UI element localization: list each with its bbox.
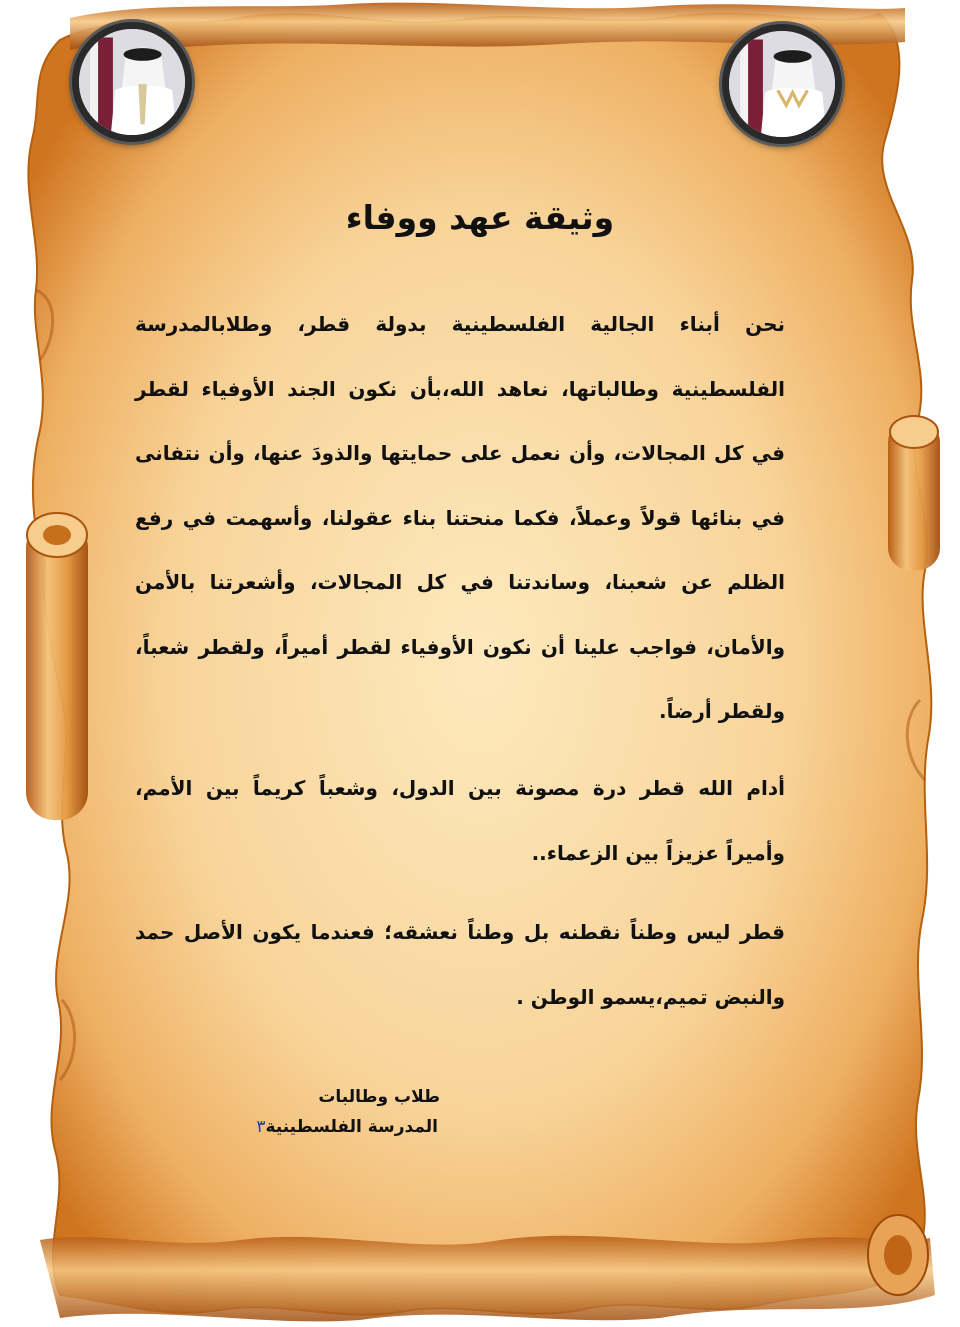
- left-scroll-roll: [26, 520, 88, 820]
- document-title: وثيقة عهد ووفاء: [345, 198, 615, 237]
- pledge-paragraph: نحن أبناء الجالية الفلسطينية بدولة قطر، وطلابالمدرسة الفلسطينية وطالباتها، نعاهد الله،بأن نكون الجند الأوفياء لقطر في كل المجالات، وأن نعمل على حمايتها والذودَ عنها، وأن نتفانى في بنائها قولاً وعملاً، فكما منحتنا بناء عقولنا، وأسهمت في رفع الظلم عن شعبنا، وساندتنا في كل المجالات، وأشعرتنا بالأمن والأمان، فواجب علينا أن نكون الأوفياء لقطر أميراً، ولقطر شعباً، ولقطر أرضاً.: [135, 312, 785, 723]
- signature-school-name: المدرسة الفلسطينية: [265, 1117, 438, 1137]
- closing-paragraph: قطر ليس وطناً نقطنه بل وطناً نعشقه؛ فعندما يكون الأصل حمد والنبض تميم،يسمو الوطن .: [135, 920, 785, 1009]
- portrait-photo-icon: [79, 29, 185, 135]
- signature-mark: ٣: [256, 1117, 266, 1137]
- right-portrait: [722, 24, 842, 144]
- signature-block: [240, 1082, 440, 1142]
- portrait-photo-icon: [729, 31, 835, 137]
- prayer-paragraph: أدام الله قطر درة مصونة بين الدول، وشعباً كريماً بين الأمم، وأميراً عزيزاً بين الزعماء..: [135, 776, 785, 865]
- signature-line-school: [240, 1112, 440, 1142]
- left-portrait: [72, 22, 192, 142]
- signature-line-students: طلاب وطالبات: [318, 1087, 440, 1107]
